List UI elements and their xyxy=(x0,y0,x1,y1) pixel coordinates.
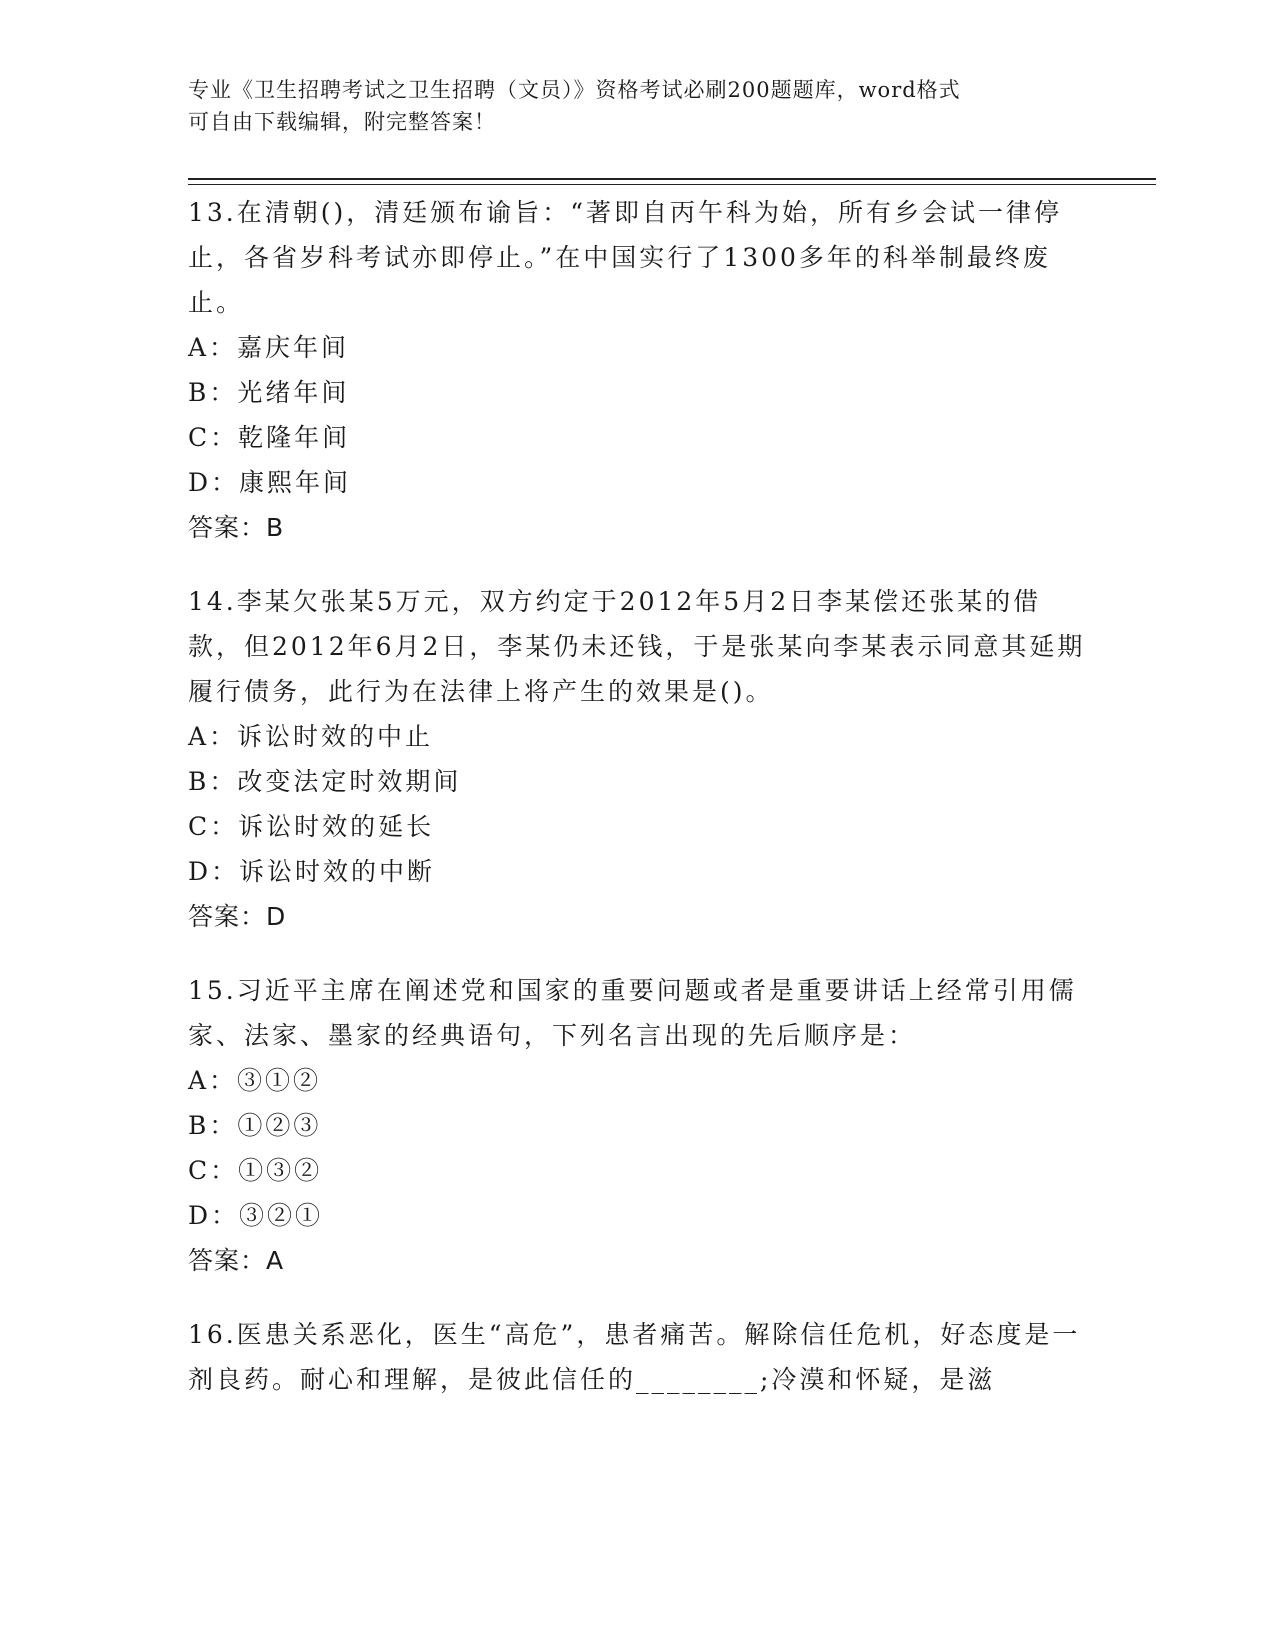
question-13 xyxy=(188,190,1088,551)
option-b: B：光绪年间 xyxy=(188,378,350,407)
option-a: A：③①② xyxy=(188,1066,322,1095)
question-16 xyxy=(188,1312,1088,1402)
option-c: C：乾隆年间 xyxy=(188,423,351,452)
option-b: B：改变法定时效期间 xyxy=(188,767,462,796)
option-d: D：③②① xyxy=(188,1201,324,1230)
question-list xyxy=(188,190,1088,1430)
question-text: 15.习近平主席在阐述党和国家的重要问题或者是重要讲话上经常引用儒家、法家、墨家的经典语句，下列名言出现的先后顺序是： xyxy=(188,976,1077,1050)
answer-text: 答案：A xyxy=(188,1246,285,1275)
header-rule-thick xyxy=(188,178,1156,180)
question-text: 16.医患关系恶化，医生“高危”，患者痛苦。解除信任危机，好态度是一剂良药。耐心和理解，是彼此信任的________;冷漠和怀疑，是滋 xyxy=(188,1320,1081,1394)
answer-text: 答案：D xyxy=(188,902,287,931)
question-14 xyxy=(188,579,1088,940)
header-line-1: 专业《卫生招聘考试之卫生招聘（文员）》资格考试必刷200题题库，word格式 xyxy=(188,78,961,102)
header-line-2: 可自由下载编辑，附完整答案！ xyxy=(188,110,496,134)
question-text: 14.李某欠张某5万元，双方约定于2012年5月2日李某偿还张某的借款，但2012年6月2日，李某仍未还钱，于是张某向李某表示同意其延期履行债务，此行为在法律上将产生的效果是()。 xyxy=(188,587,1086,706)
option-d: D：诉讼时效的中断 xyxy=(188,857,436,886)
question-15 xyxy=(188,968,1088,1284)
question-text: 13.在清朝()，清廷颁布谕旨：“著即自丙午科为始，所有乡会试一律停止，各省岁科考试亦即停止。”在中国实行了1300多年的科举制最终废止。 xyxy=(188,198,1063,317)
document-header xyxy=(188,74,1078,138)
option-a: A：诉讼时效的中止 xyxy=(188,722,434,751)
option-a: A：嘉庆年间 xyxy=(188,333,350,362)
answer-text: 答案：B xyxy=(188,513,285,542)
option-c: C：①③② xyxy=(188,1156,323,1185)
option-c: C：诉讼时效的延长 xyxy=(188,812,435,841)
header-rule-thin xyxy=(188,184,1156,185)
option-b: B：①②③ xyxy=(188,1111,322,1140)
option-d: D：康熙年间 xyxy=(188,468,352,497)
